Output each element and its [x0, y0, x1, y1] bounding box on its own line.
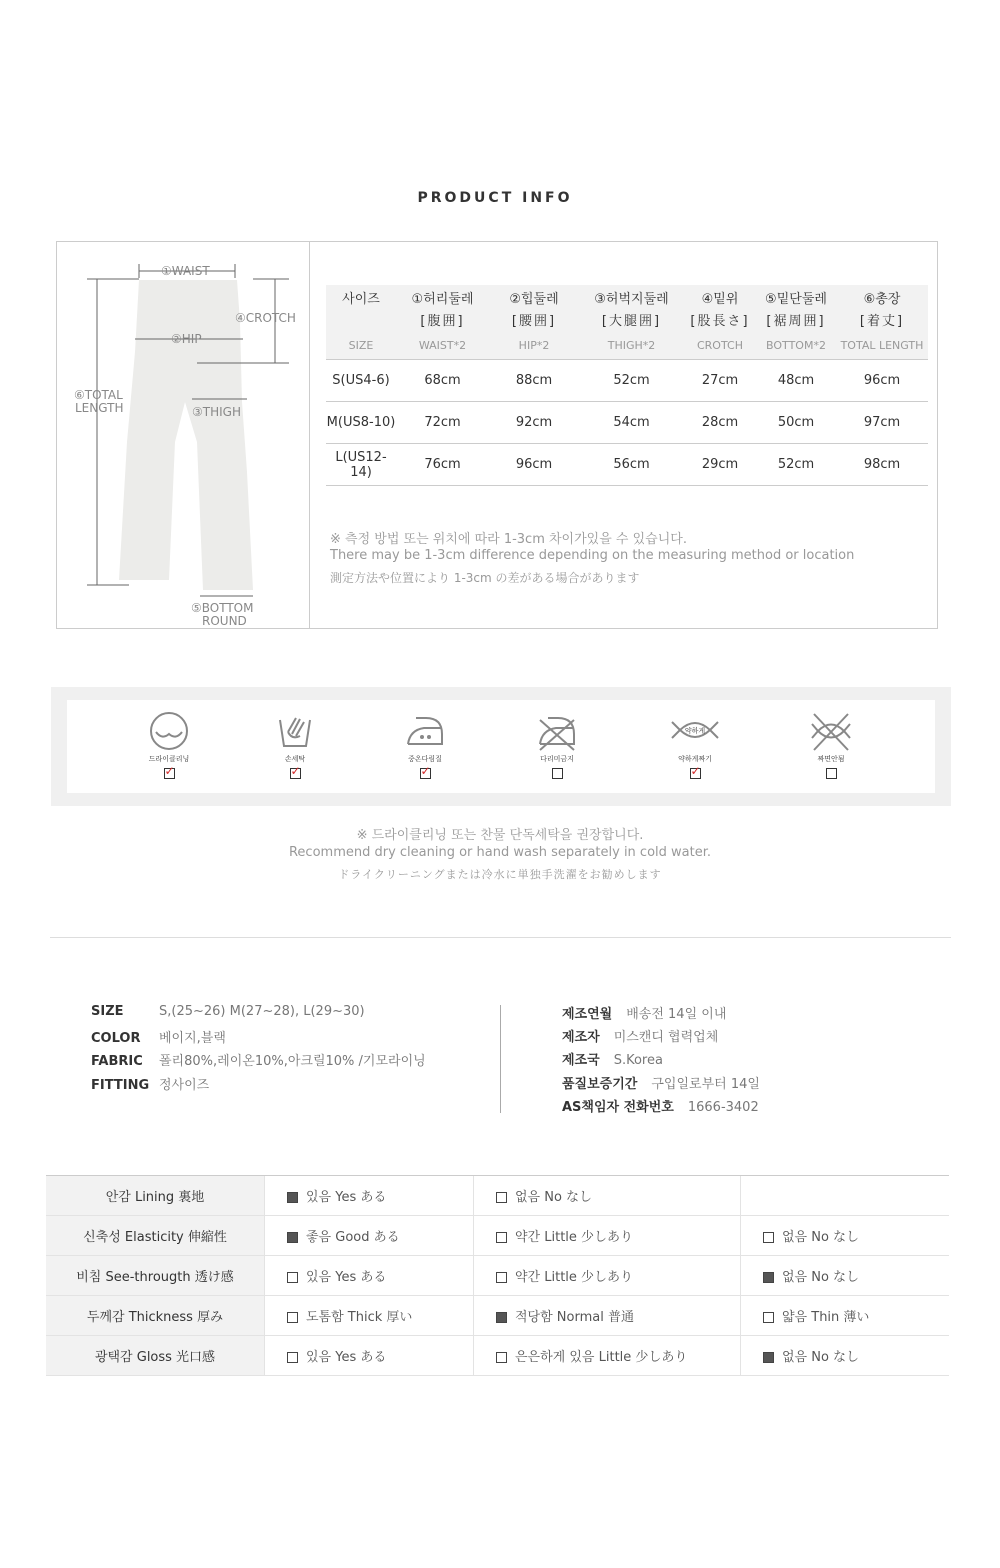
spec-divider	[500, 1005, 501, 1113]
detail-option: 약간 Little 少しあり	[474, 1256, 741, 1296]
table-cell: 97cm	[836, 402, 928, 444]
table-cell: 88cm	[489, 360, 579, 402]
detail-category: 신축성 Elasticity 伸縮性	[46, 1216, 265, 1256]
table-cell: 72cm	[396, 402, 489, 444]
option-checkbox	[287, 1312, 298, 1323]
size-chart-box	[56, 241, 938, 629]
total-length-label-2: LENGTH	[75, 401, 124, 415]
table-cell: 28cm	[684, 402, 756, 444]
bottom-label-2: ROUND	[202, 614, 247, 628]
hand-wash-icon	[274, 710, 316, 752]
detail-category: 안감 Lining 裏地	[46, 1176, 265, 1216]
detail-option: 얇음 Thin 薄い	[741, 1296, 950, 1336]
detail-row-elasticity	[46, 1216, 949, 1256]
size-table	[326, 285, 928, 486]
col-total-length: ⑥총장 [着丈] TOTAL LENGTH	[836, 285, 928, 360]
svg-text:약하게: 약하게	[684, 727, 706, 735]
care-item-no-wring	[791, 710, 871, 783]
col-thigh: ③허벅지둘레 [大腿囲] THIGH*2	[579, 285, 684, 360]
table-cell: 98cm	[836, 444, 928, 486]
care-label: 약하게짜기	[678, 755, 712, 763]
table-row	[326, 360, 928, 402]
detail-option: 은은하게 있음 Little 少しあり	[474, 1336, 741, 1376]
detail-option: 좋음 Good ある	[265, 1216, 474, 1256]
detail-category: 비침 See-througth 透け感	[46, 1256, 265, 1296]
gentle-wring-icon	[666, 710, 724, 752]
table-cell: 96cm	[836, 360, 928, 402]
hip-label: ②HIP	[171, 332, 202, 346]
detail-option: 있음 Yes ある	[265, 1336, 474, 1376]
spec-manufacture-date: 제조연월 배송전 14일 이내	[562, 1007, 727, 1022]
option-checkbox	[496, 1192, 507, 1203]
table-cell: 68cm	[396, 360, 489, 402]
table-cell: 56cm	[579, 444, 684, 486]
option-checkbox	[287, 1272, 298, 1283]
spec-color: COLOR 베이지,블랙	[91, 1031, 226, 1046]
size-cell: M(US8-10)	[326, 402, 396, 444]
detail-option: 없음 No なし	[474, 1176, 741, 1216]
option-checkbox	[287, 1232, 298, 1243]
care-item-no-iron	[517, 710, 597, 783]
care-item-gentle-wring	[655, 710, 735, 783]
size-cell: S(US4-6)	[326, 360, 396, 402]
care-checkbox	[290, 768, 301, 779]
care-label: 중온다림질	[408, 755, 442, 763]
table-row	[326, 444, 928, 486]
care-instructions	[51, 687, 951, 806]
detail-option: 도톰함 Thick 厚い	[265, 1296, 474, 1336]
option-checkbox	[496, 1232, 507, 1243]
detail-option: 적당함 Normal 普通	[474, 1296, 741, 1336]
table-cell: 48cm	[756, 360, 836, 402]
detail-row-lining	[46, 1176, 949, 1216]
bottom-label-1: ⑤BOTTOM	[191, 601, 254, 615]
thigh-label: ③THIGH	[192, 405, 241, 419]
col-hip: ②힙둘레 [腰囲] HIP*2	[489, 285, 579, 360]
detail-option: 있음 Yes ある	[265, 1176, 474, 1216]
table-cell: 52cm	[756, 444, 836, 486]
no-iron-icon	[536, 710, 578, 752]
care-label: 짜면안됨	[817, 755, 845, 763]
care-item-hand-wash	[255, 710, 335, 783]
detail-row-see-through	[46, 1256, 949, 1296]
detail-row-gloss	[46, 1336, 949, 1376]
size-note-en: There may be 1-3cm difference depending on the measuring method or location	[330, 548, 855, 563]
no-wring-icon	[806, 710, 856, 752]
option-checkbox	[763, 1232, 774, 1243]
care-note-ja: ドライクリーニングまたは冷水に単独手洗濯をお勧めします	[338, 868, 662, 881]
size-cell: L(US12-14)	[326, 444, 396, 486]
care-checkbox	[690, 768, 701, 779]
table-cell: 29cm	[684, 444, 756, 486]
detail-category: 두께감 Thickness 厚み	[46, 1296, 265, 1336]
care-label: 손세탁	[284, 755, 306, 763]
detail-option-empty	[741, 1176, 950, 1216]
col-size: 사이즈 SIZE	[326, 285, 396, 360]
pants-illustration	[57, 242, 309, 628]
option-checkbox	[763, 1312, 774, 1323]
spec-manufacturer: 제조자 미스캔디 협력업체	[562, 1030, 719, 1045]
detail-option: 약간 Little 少しあり	[474, 1216, 741, 1256]
option-checkbox	[287, 1192, 298, 1203]
detail-table	[46, 1175, 949, 1376]
care-label: 다리미금지	[540, 755, 574, 763]
spec-fitting: FITTING 정사이즈	[91, 1078, 210, 1093]
iron-medium-icon	[404, 710, 446, 752]
table-cell: 50cm	[756, 402, 836, 444]
table-cell: 54cm	[579, 402, 684, 444]
spec-fabric: FABRIC 폴리80%,레이온10%,아크릴10% /기모라이닝	[91, 1054, 426, 1069]
total-length-label-1: ⑥TOTAL	[74, 388, 123, 402]
size-note-ja: 測定方法や位置により 1-3cm の差がある場合があります	[330, 571, 640, 585]
crotch-label: ④CROTCH	[235, 311, 296, 325]
spec-size: SIZE S,(25~26) M(27~28), L(29~30)	[91, 1004, 365, 1019]
table-cell: 52cm	[579, 360, 684, 402]
table-cell: 96cm	[489, 444, 579, 486]
table-cell: 27cm	[684, 360, 756, 402]
detail-row-thickness	[46, 1296, 949, 1336]
care-checkbox	[552, 768, 563, 779]
care-checkbox	[164, 768, 175, 779]
option-checkbox	[763, 1272, 774, 1283]
spec-country: 제조국 S.Korea	[562, 1053, 663, 1068]
dry-clean-icon	[148, 710, 190, 752]
option-checkbox	[287, 1352, 298, 1363]
waist-label: ①WAIST	[161, 264, 210, 278]
care-label: 드라이클리닝	[148, 755, 190, 763]
spec-as-phone: AS책임자 전화번호 1666-3402	[562, 1100, 759, 1115]
col-waist: ①허리둘레 [腹囲] WAIST*2	[396, 285, 489, 360]
table-cell: 92cm	[489, 402, 579, 444]
table-row	[326, 402, 928, 444]
option-checkbox	[496, 1352, 507, 1363]
detail-option: 없음 No なし	[741, 1256, 950, 1296]
care-checkbox	[826, 768, 837, 779]
pants-diagram	[57, 242, 310, 628]
option-checkbox	[496, 1312, 507, 1323]
spec-warranty: 품질보증기간 구입일로부터 14일	[562, 1077, 760, 1092]
care-item-dry-clean	[129, 710, 209, 783]
care-item-iron	[385, 710, 465, 783]
detail-category: 광택감 Gloss 光口感	[46, 1336, 265, 1376]
table-cell: 76cm	[396, 444, 489, 486]
section-title: PRODUCT INFO	[417, 190, 573, 206]
care-checkbox	[420, 768, 431, 779]
detail-option: 있음 Yes ある	[265, 1256, 474, 1296]
care-note-en: Recommend dry cleaning or hand wash separately in cold water.	[288, 845, 711, 860]
col-bottom: ⑤밑단둘레 [裾周囲] BOTTOM*2	[756, 285, 836, 360]
option-checkbox	[496, 1272, 507, 1283]
size-note-ko: ※ 측정 방법 또는 위치에 따라 1-3cm 차이가있을 수 있습니다.	[330, 532, 687, 547]
section-divider	[50, 937, 951, 938]
option-checkbox	[763, 1352, 774, 1363]
care-note-ko: ※ 드라이클리닝 또는 찬물 단독세탁을 권장합니다.	[356, 828, 644, 843]
detail-option: 없음 No なし	[741, 1216, 950, 1256]
col-crotch: ④밑위 [股長さ] CROTCH	[684, 285, 756, 360]
detail-option: 없음 No なし	[741, 1336, 950, 1376]
